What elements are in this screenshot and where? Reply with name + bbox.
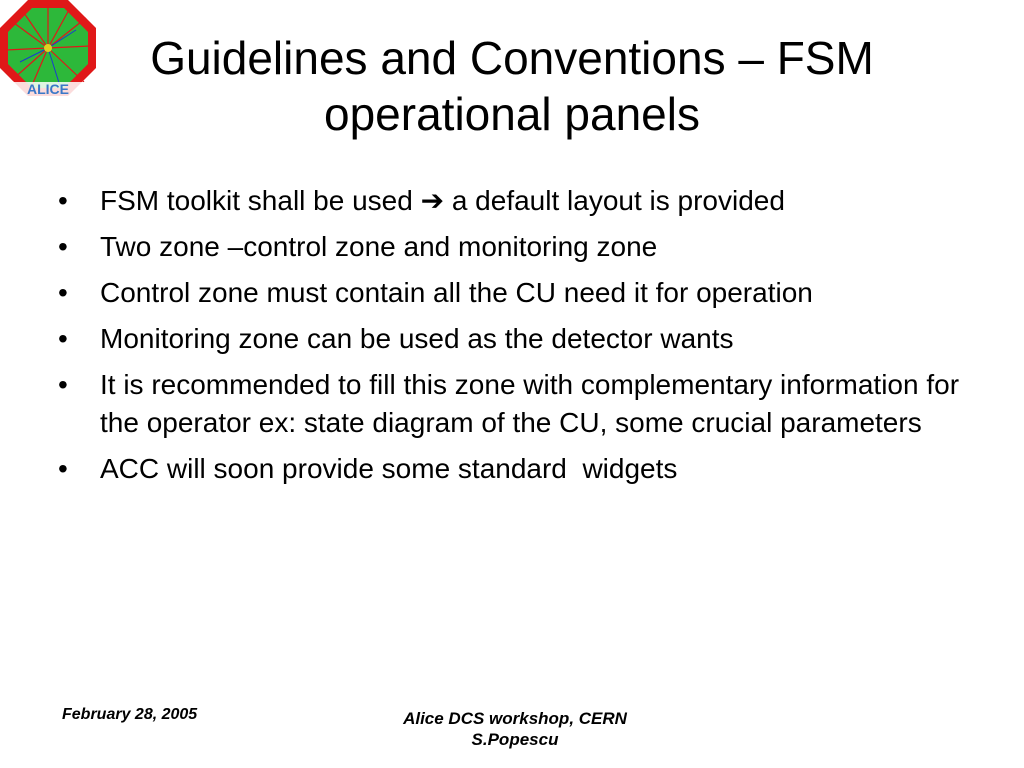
- bullet-item: [56, 450, 976, 488]
- bullet-text: It is recommended to fill this zone with complementary information for the operator ex: state diagram of the CU, some crucial parameters: [100, 369, 960, 438]
- bullet-icon: •: [58, 185, 68, 216]
- svg-text:ALICE: ALICE: [27, 81, 69, 96]
- footer-author: S.Popescu: [471, 730, 559, 749]
- bullet-icon: •: [58, 453, 68, 484]
- bullet-text: Two zone –control zone and monitoring zone: [100, 231, 658, 262]
- bullet-item: [56, 182, 976, 220]
- bullet-text: FSM toolkit shall be used ➔ a default layout is provided: [100, 185, 785, 216]
- bullet-item: [56, 320, 976, 358]
- bullet-text: ACC will soon provide some standard widgets: [100, 453, 678, 484]
- footer-event-name: Alice DCS workshop, CERN: [403, 709, 627, 728]
- slide-title: [60, 30, 964, 142]
- bullet-icon: •: [58, 277, 68, 308]
- bullet-text: Control zone must contain all the CU need it for operation: [100, 277, 813, 308]
- bullet-icon: •: [58, 369, 68, 400]
- slide-title-line1: Guidelines and Conventions – FSM: [150, 32, 874, 84]
- bullet-item: [56, 228, 976, 266]
- footer-date: February 28, 2005: [62, 706, 198, 723]
- bullet-icon: •: [58, 231, 68, 262]
- footer-event: [360, 708, 670, 750]
- bullet-item: [56, 274, 976, 312]
- bullet-icon: •: [58, 323, 68, 354]
- bullet-text: Monitoring zone can be used as the detector wants: [100, 323, 734, 354]
- slide-title-line2: operational panels: [324, 88, 700, 140]
- bullet-item: [56, 366, 976, 442]
- bullet-list: [56, 182, 976, 496]
